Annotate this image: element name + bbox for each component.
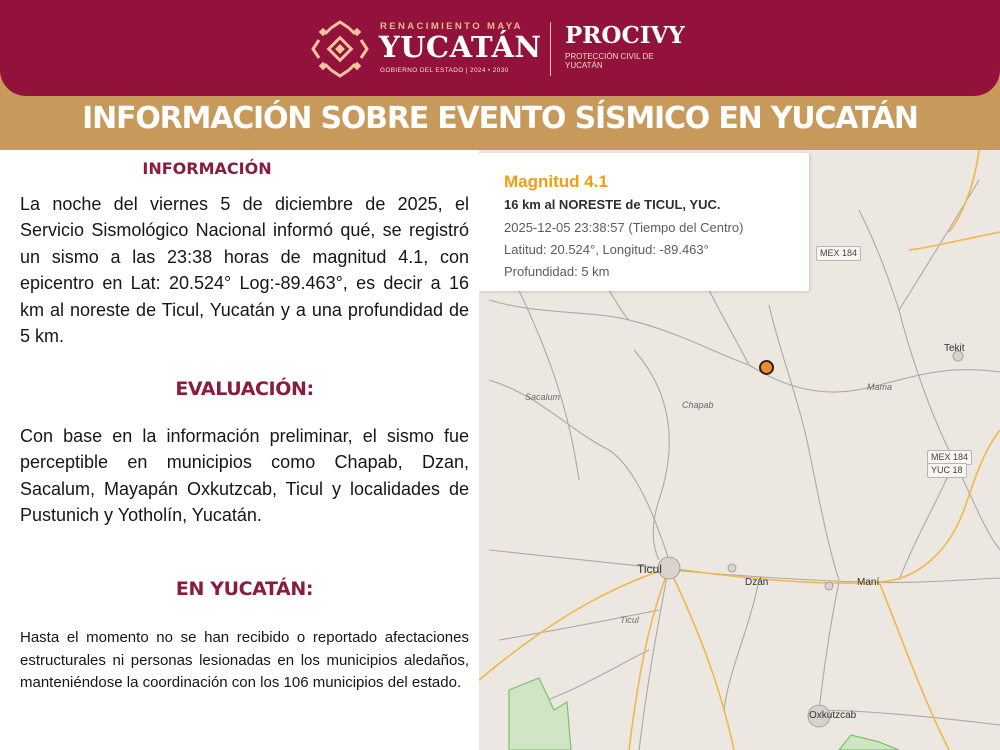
evaluation-heading: EVALUACIÓN: <box>175 378 314 400</box>
town-label: Maní <box>857 577 880 588</box>
town-label: Chapab <box>682 400 714 410</box>
town-label: Ticul <box>620 615 639 625</box>
town-label: Sacalum <box>525 392 561 402</box>
town-label: Mama <box>867 382 893 392</box>
in-yucatan-heading: EN YUCATÁN: <box>175 578 314 600</box>
brand-tagline: RENACIMIENTO MAYA <box>380 21 523 32</box>
highway-shield: YUC 18 <box>927 463 967 478</box>
coordinates-label: Latitud: 20.524°, Longitud: -89.463° <box>504 242 709 257</box>
report-text-column <box>0 150 479 750</box>
page-header <box>0 0 1000 150</box>
town-label: Tekit <box>944 343 965 354</box>
agency-subtitle: PROTECCIÓN CIVIL DE YUCATÁN <box>565 52 654 70</box>
agency-name: PROCIVY <box>565 22 685 49</box>
info-heading: INFORMACIÓN <box>142 159 272 178</box>
location-label: 16 km al NORESTE de TICUL, YUC. <box>504 197 721 212</box>
highway-shield: MEX 184 <box>927 450 972 465</box>
protected-area <box>509 678 571 750</box>
header-banner <box>0 0 1000 96</box>
depth-label: Profundidad: 5 km <box>504 264 610 279</box>
in-yucatan-paragraph: Hasta el momento no se han recibido o reportado afectaciones estructurales ni personas lesionadas en los municipios aledaños, manteniéndose la coordinación con los 106 municipios del estado. <box>20 629 469 691</box>
datetime-label: 2025-12-05 23:38:57 (Tiempo del Centro) <box>504 220 744 235</box>
yucatan-logo-icon <box>311 20 369 78</box>
town-label: Ticul <box>637 562 662 576</box>
magnitude-label: Magnitud 4.1 <box>504 172 608 191</box>
epicenter-dot-icon[interactable] <box>759 360 774 375</box>
town-label: Oxkutzcab <box>809 710 857 721</box>
header-divider <box>550 22 551 76</box>
epicenter-map[interactable] <box>479 150 1000 750</box>
brand-name: YUCATÁN <box>379 30 542 64</box>
page-title: INFORMACIÓN SOBRE EVENTO SÍSMICO EN YUCATÁN <box>82 101 918 136</box>
info-paragraph: La noche del viernes 5 de diciembre de 2025, el Servicio Sismológico Nacional informó qué, se registró un sismo a las 23:38 horas de magnitud 4.1, con epicentro en Lat: 20.524° Log:-89.463°, es decir a 16 km al noreste de Ticul, Yucatán y a una profundidad de 5 km. <box>20 194 469 347</box>
evaluation-paragraph: Con base en la información preliminar, el sismo fue perceptible en municipios como Chapab, Dzan, Sacalum, Mayapán Oxkutzcab, Ticul y localidades de Pustunich y Yotholín, Yucatán. <box>20 426 469 526</box>
brand-subtitle: GOBIERNO DEL ESTADO | 2024 • 2030 <box>380 67 509 74</box>
quake-info-card <box>479 153 809 291</box>
highway-shield: MEX 184 <box>816 246 861 261</box>
town-label: Dzán <box>745 577 769 588</box>
